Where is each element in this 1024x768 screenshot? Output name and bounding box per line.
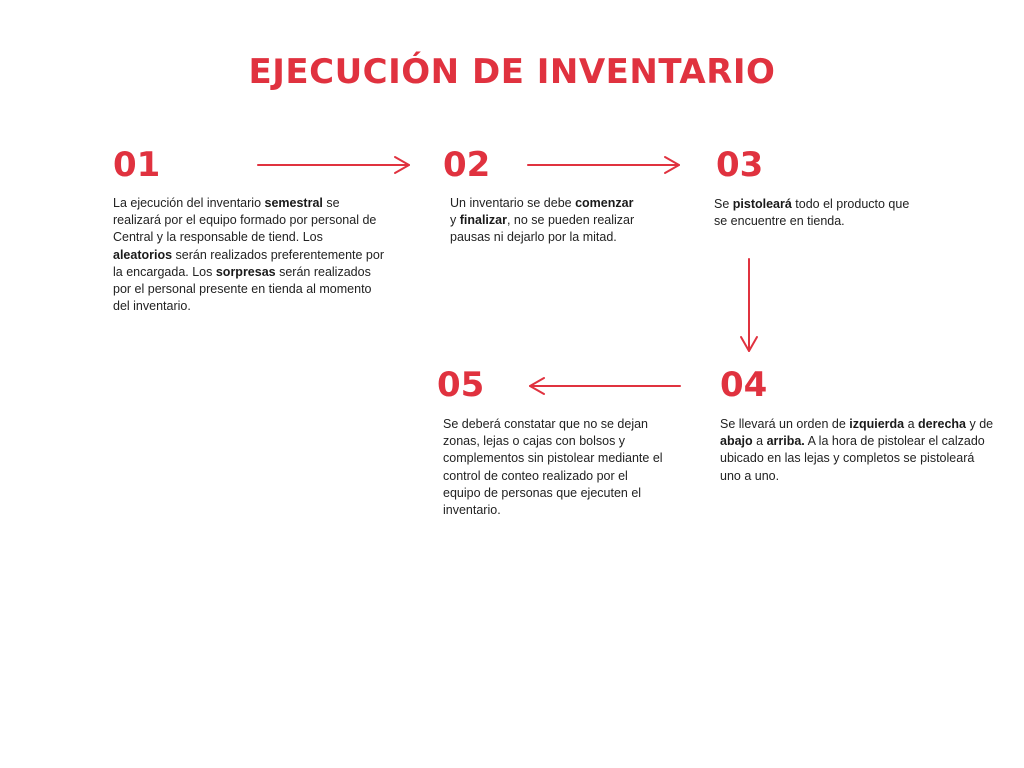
body-text: todo el producto que se encuentre en tienda.: [714, 197, 910, 229]
body-text: serán realizados preferentemente por la encargada. Los: [113, 247, 384, 279]
body-text: Se deberá constatar que no se dejan zonas, lejas o cajas con bolsos y complementos sin pistolear mediante el control de conteo realizado por el equipo de personas que ejecuten el inventario.: [443, 417, 663, 518]
step-5-number: 05: [437, 365, 485, 405]
step-3-description: [714, 196, 914, 230]
body-text: Se llevará un orden de: [720, 417, 850, 431]
emphasis-text: abajo: [720, 434, 753, 449]
body-text: a: [752, 434, 767, 449]
arrow-down-icon: [741, 259, 757, 351]
emphasis-text: sorpresas: [215, 264, 276, 279]
body-text: A la hora de pistolear el calzado ubicado en las lejas y completos se pistoleará uno a uno.: [720, 434, 985, 483]
emphasis-text: arriba.: [766, 434, 805, 449]
emphasis-text: pistoleará: [732, 197, 792, 211]
emphasis-text: semestral: [264, 196, 323, 210]
step-4-number: 04: [720, 365, 768, 405]
step-2-description: [450, 195, 635, 247]
body-text: La ejecución del inventario: [113, 196, 265, 210]
body-text: Se: [714, 197, 733, 211]
emphasis-text: comenzar: [575, 196, 634, 210]
step-1-number: 01: [113, 145, 161, 185]
step-2-number: 02: [443, 145, 491, 185]
page-title: EJECUCIÓN DE INVENTARIO: [248, 52, 776, 92]
body-text: serán realizados por el personal presente en tienda al momento del inventario.: [113, 264, 372, 314]
arrow-left-icon: [530, 378, 680, 394]
body-text: Un inventario se debe: [450, 196, 576, 210]
body-text: , no se pueden realizar pausas ni dejarlo por la mitad.: [450, 213, 635, 245]
emphasis-text: finalizar: [459, 213, 507, 228]
emphasis-text: aleatorios: [113, 247, 173, 262]
step-5-description: [443, 416, 663, 519]
step-3-number: 03: [716, 145, 764, 185]
body-text: a: [904, 417, 919, 431]
arrow-right-icon: [258, 157, 409, 173]
body-text: y: [450, 213, 460, 228]
step-1-description: [113, 195, 385, 315]
arrow-right-icon: [528, 157, 679, 173]
emphasis-text: derecha: [918, 417, 966, 431]
body-text: y de: [966, 417, 994, 431]
step-4-description: [720, 416, 995, 485]
body-text: se realizará por el equipo formado por personal de Central y la responsable de tiend. Los: [113, 196, 377, 245]
emphasis-text: izquierda: [849, 417, 905, 431]
